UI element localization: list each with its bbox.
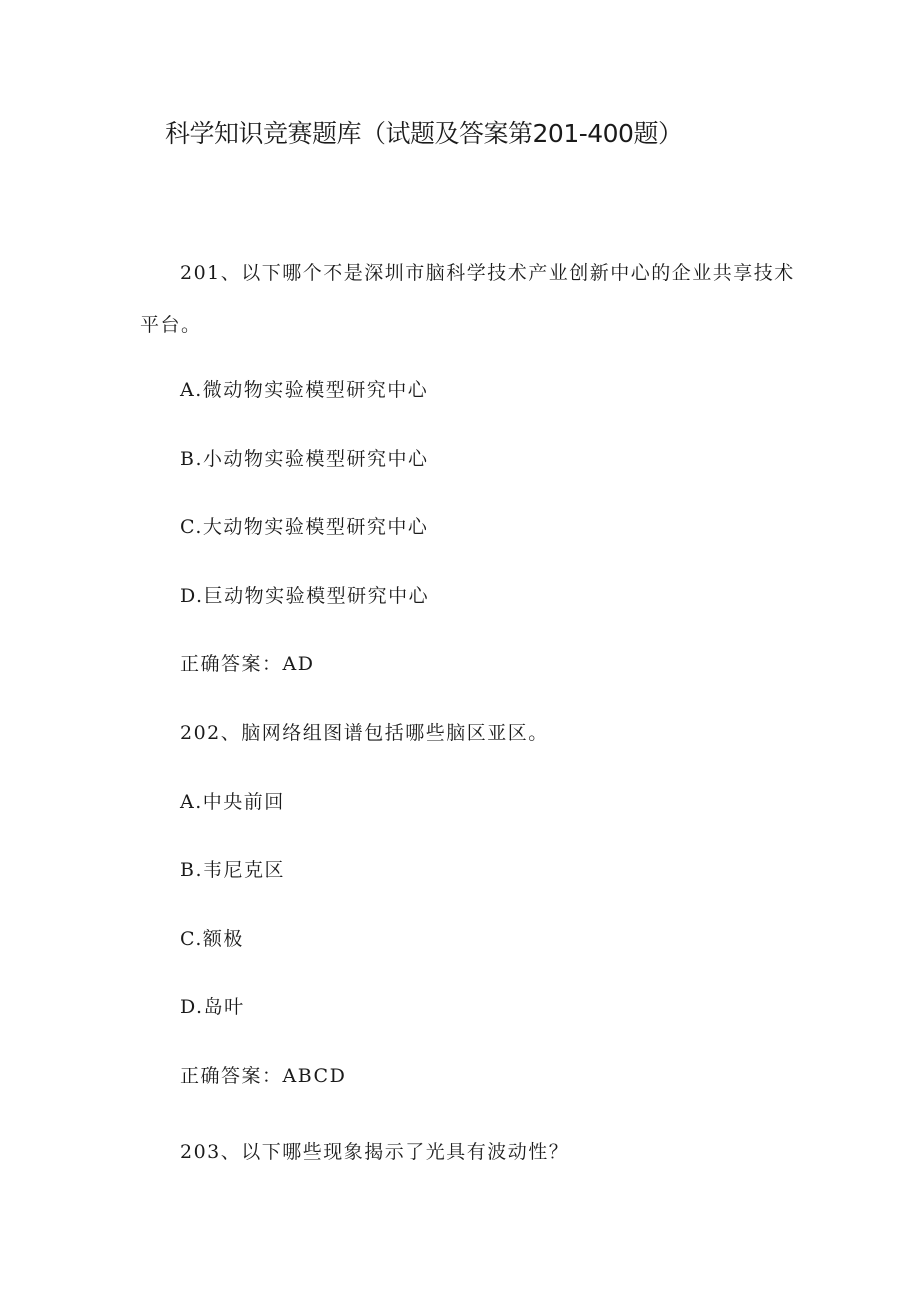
question-202-option-b: B.韦尼克区 [180, 859, 286, 881]
question-202-option-c: C.额极 [180, 928, 244, 950]
question-201-stem-line1: 201、以下哪个不是深圳市脑科学技术产业创新中心的企业共享技术 [180, 262, 795, 284]
question-203-stem-line1: 203、以下哪些现象揭示了光具有波动性？ [180, 1141, 570, 1163]
page-title: 科学知识竞赛题库（试题及答案第201-400题） [165, 119, 683, 148]
question-201-option-a: A.微动物实验模型研究中心 [180, 379, 429, 401]
question-202-option-a: A.中央前回 [180, 791, 285, 813]
question-202-stem-line1: 202、脑网络组图谱包括哪些脑区亚区。 [180, 722, 549, 744]
question-201-option-b: B.小动物实验模型研究中心 [180, 448, 429, 470]
question-202-option-d: D.岛叶 [180, 996, 245, 1018]
question-201-stem-line2: 平台。 [140, 314, 202, 336]
question-201-option-d: D.巨动物实验模型研究中心 [180, 585, 430, 607]
question-201-answer: 正确答案：AD [180, 653, 315, 675]
question-201-option-c: C.大动物实验模型研究中心 [180, 516, 429, 538]
question-202-answer: 正确答案：ABCD [180, 1065, 347, 1087]
